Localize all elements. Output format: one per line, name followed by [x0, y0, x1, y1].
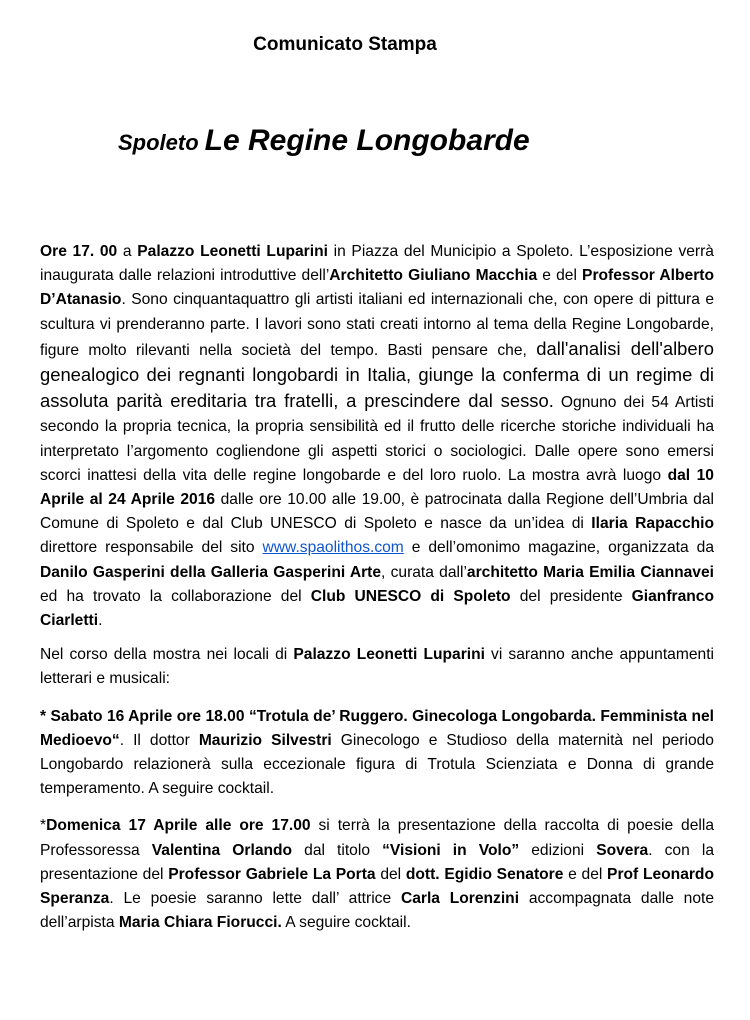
text-bold: Maurizio Silvestri	[198, 731, 332, 749]
text-bold: Architetto Giuliano Macchia	[329, 267, 538, 285]
text-large: dall'analisi dell'albero genealogico dei regnanti longobardi in Italia, giunge la conferma di un regime di assoluta parità ereditaria tra fratelli, a prescindere dal sesso.	[40, 337, 714, 412]
paragraph-intro	[40, 240, 714, 633]
text: A seguire cocktail.	[281, 914, 411, 932]
text: , curata dall’	[381, 563, 467, 581]
text-bold: Valentina Orlando	[151, 841, 293, 859]
text-bold: architetto Maria Emilia Ciannavei	[466, 563, 714, 581]
text-bold: Professor Gabriele La Porta	[168, 865, 376, 883]
text-bold: Danilo Gasperini della Galleria Gasperini Arte	[40, 563, 382, 581]
text-bold: Gianfranco Ciarletti	[40, 587, 714, 630]
text: . Le poesie saranno lette dall’ attrice	[109, 890, 401, 908]
text: ed ha trovato la collaborazione del	[40, 587, 311, 605]
text: .	[98, 612, 103, 630]
text: direttore responsabile del sito	[40, 539, 263, 557]
text-bold: * Sabato 16 Aprile ore 18.00 “Trotula de’ Ruggero. Ginecologa Longobarda. Femminista nel Medioevo“	[40, 707, 714, 749]
text: dalle ore 10.00 alle 19.00, è patrocinata dalla Regione dell’Umbria dal Comune di Spoleto e dal Club UNESCO di Spoleto e nasce da un’idea di	[40, 491, 714, 533]
paragraph-events-intro	[40, 643, 714, 691]
text: dal titolo	[292, 841, 383, 859]
text: Ognuno dei 54 Artisti secondo la propria tecnica, la propria sensibilità ed il frutto delle ricerche storiche individuali ha interpretato l’argomento cogliendone gli aspetti storici o sociologici. Dalle opere sono emersi scorci inattesi della vita delle regine longobarde e del loro ruolo. La mostra avrà luogo	[40, 394, 714, 484]
title-main: Le Regine Longobarde	[204, 124, 530, 157]
text-bold: dott. Egidio Senatore	[405, 865, 564, 883]
document-body	[40, 240, 714, 935]
text: e dell’omonimo magazine, organizzata da	[403, 539, 714, 557]
text-bold: Palazzo Leonetti Luparini	[137, 243, 328, 260]
text-bold: Prof Leonardo Speranza	[40, 865, 714, 908]
text-bold: Professor Alberto D’Atanasio	[40, 267, 714, 309]
text: del	[375, 865, 406, 883]
text-bold: Ilaria Rapacchio	[591, 515, 714, 533]
paragraph-event-saturday	[40, 705, 714, 802]
text: *	[40, 817, 47, 835]
press-release-heading: Comunicato Stampa	[253, 34, 437, 55]
paragraph-event-sunday	[40, 814, 714, 935]
text: vi saranno anche appuntamenti letterari e musicali:	[40, 646, 714, 688]
document-title	[118, 124, 530, 158]
text: . Sono cinquantaquattro gli artisti italiani ed internazionali che, con opere di pittura e scultura vi prenderanno parte. I lavori sono stati creati intorno al tema della Regine Longobarde, figure molto rilevanti nella società del tempo. Basti pensare che,	[40, 291, 714, 359]
text-bold: Domenica 17 Aprile alle ore 17.00	[46, 817, 311, 835]
text-bold: Palazzo Leonetti Luparini	[293, 646, 485, 664]
text-bold: Ore 17. 00	[40, 243, 118, 260]
text-bold: Club UNESCO di Spoleto	[310, 587, 511, 605]
text-bold: Sovera	[596, 841, 649, 859]
text: si terrà la presentazione della raccolta di poesie della Professoressa	[40, 817, 715, 859]
text: Nel corso della mostra nei locali di	[40, 646, 294, 664]
text: edizioni	[519, 841, 597, 859]
text: e del	[563, 865, 608, 883]
text: accompagnata dalle note dell’arpista	[40, 890, 715, 932]
text-bold: “Visioni in Volo”	[382, 841, 520, 859]
text: . con la presentazione del	[40, 841, 714, 883]
text: Ginecologo e Studioso della maternità nel periodo Longobardo relazionerà sulla eccezionale figura di Trotula Scienziata e Donna di grande temperamento. A seguire cocktail.	[40, 731, 714, 798]
text: del presidente	[510, 587, 632, 605]
text: in Piazza del Municipio a Spoleto. L’esposizione verrà inaugurata dalle relazioni introduttive dell’	[40, 243, 714, 285]
text: e del	[537, 267, 583, 285]
text: . Il dottor	[119, 731, 199, 749]
website-link[interactable]: www.spaolithos.com	[262, 539, 404, 557]
text-bold: Carla Lorenzini	[400, 890, 520, 908]
text: a	[117, 243, 138, 260]
text-bold: dal 10 Aprile al 24 Aprile 2016	[40, 466, 714, 509]
title-city: Spoleto	[118, 130, 199, 155]
text-bold: Maria Chiara Fiorucci.	[118, 914, 282, 932]
